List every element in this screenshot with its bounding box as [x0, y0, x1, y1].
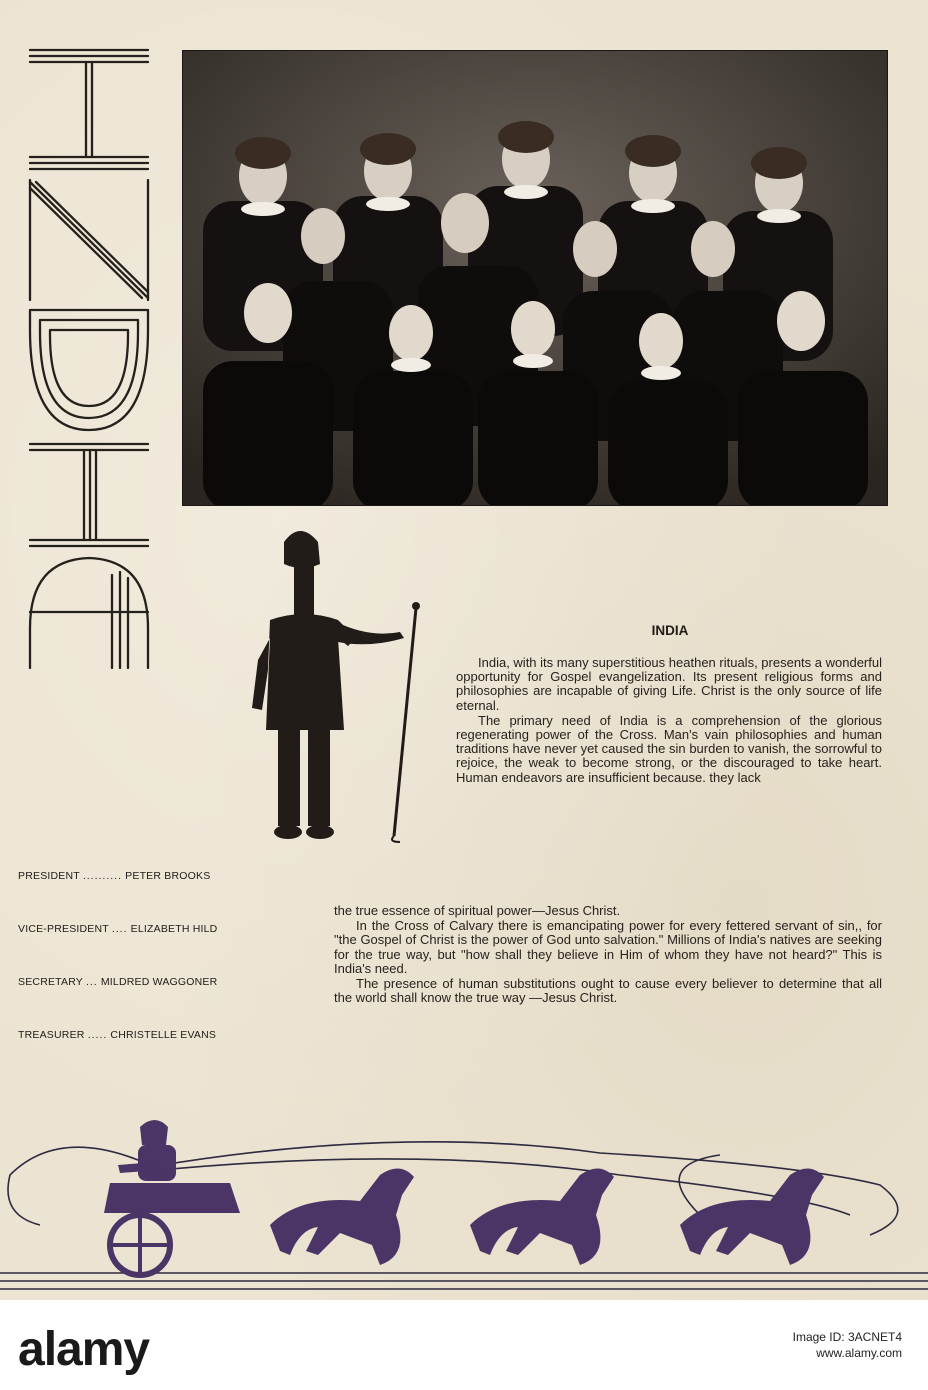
officer-name: ELIZABETH HILD: [130, 923, 218, 935]
title-letter-i: [30, 50, 148, 169]
officer-leader-dots: .....: [87, 1029, 108, 1041]
group-photo: [182, 50, 888, 506]
title-letter-a: [30, 558, 148, 668]
article-paragraph: In the Cross of Calvary there is emancipating power for every fettered servant of sin,, for "the Gospel of Christ is the power of God unto salvation." Millions of India's natives are seeking for the true way, but "how shall they believe in Him of whom they have not heard?" This is India's need.: [334, 918, 882, 976]
article-body-bottom: [334, 904, 882, 1006]
title-letter-d: [30, 310, 148, 430]
article-paragraph: The presence of human substitutions ought to cause every believer to determine that all the world shall know the true way —Jesus Christ.: [334, 976, 882, 1006]
officer-role: SECRETARY: [18, 976, 83, 988]
article-heading: INDIA: [651, 623, 689, 638]
officer-leader-dots: ....: [111, 923, 128, 935]
article-paragraph: India, with its many superstitious heathen rituals, presents a wonderful opportunity for Gospel evangelization. Its present religious forms and philosophies are incapable of giving Life. Christ is the only source of life eternal.: [456, 655, 882, 713]
article-body-top: [456, 656, 882, 786]
article-paragraph: The primary need of India is a comprehension of the glorious regenerating power of the Cross. Man's vain philosophies and human traditions have never yet caused the sin burden to vanish, the sorrowful to rejoice, the weak to become strong, or the discouraged to take heart. Human endeavors are insufficient because. they lack: [456, 712, 882, 785]
officer-secretary: [18, 976, 288, 1005]
stock-image-info: [793, 1329, 902, 1361]
stock-site-url: www.alamy.com: [816, 1346, 902, 1360]
officer-role: VICE-PRESIDENT: [18, 923, 109, 935]
alamy-logo: alamy: [18, 1323, 150, 1376]
title-letter-n: [30, 180, 148, 300]
officer-leader-dots: ...: [85, 976, 98, 988]
officers-list: [18, 870, 288, 1082]
officer-president: [18, 870, 288, 899]
article-paragraph: the true essence of spiritual power—Jesus Christ.: [334, 903, 621, 918]
traveler-silhouette-icon: [240, 520, 430, 860]
group-photo-icon: [183, 51, 887, 505]
officer-vice-president: [18, 923, 288, 952]
officer-leader-dots: ..........: [82, 870, 123, 882]
officer-name: PETER BROOKS: [125, 870, 211, 882]
officer-treasurer: [18, 1029, 288, 1058]
officer-name: CHRISTELLE EVANS: [110, 1029, 217, 1041]
stock-image-id: Image ID: 3ACNET4: [792, 1330, 902, 1344]
vertical-title-india: [0, 0, 175, 680]
officer-role: PRESIDENT: [18, 870, 80, 882]
officer-name: MILDRED WAGGONER: [100, 976, 218, 988]
officer-role: TREASURER: [18, 1029, 85, 1041]
chariot-horses-illustration-icon: [0, 1105, 928, 1300]
title-letter-i-2: [30, 444, 148, 546]
